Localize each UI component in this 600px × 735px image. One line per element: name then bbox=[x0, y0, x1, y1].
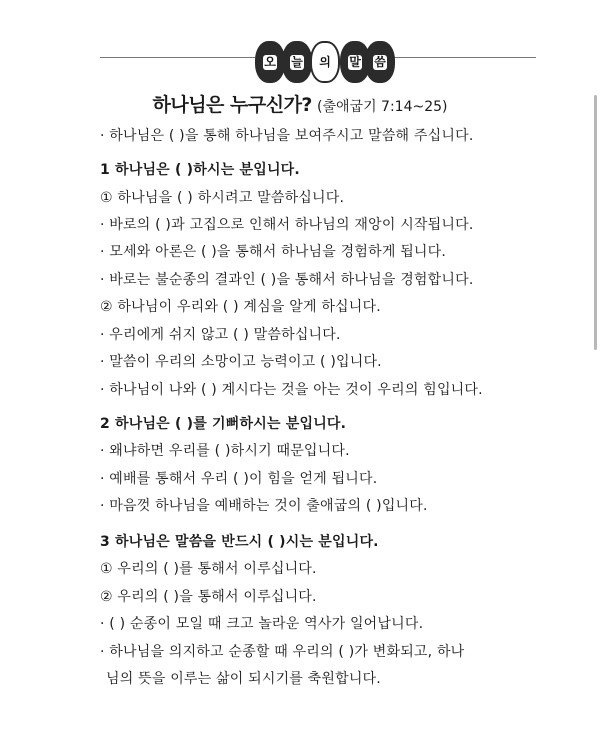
section-heading: 1 하나님은 ( )하시는 분입니다. bbox=[100, 162, 300, 178]
text-line: · 하나님을 의지하고 순종할 때 우리의 ( )가 변화되고, 하나 bbox=[100, 644, 465, 660]
banner-oval bbox=[255, 41, 285, 83]
text-line: · 하나님은 ( )을 통해 하나님을 보여주시고 말씀해 주십니다. bbox=[100, 128, 474, 144]
title-reference: (출애굽기 7:14~25) bbox=[317, 99, 448, 115]
banner-oval bbox=[282, 41, 312, 83]
banner-oval bbox=[310, 41, 340, 83]
text-line: · ( ) 순종이 모일 때 크고 놀라운 역사가 일어납니다. bbox=[100, 616, 424, 632]
title-main: 하나님은 누구신가? bbox=[152, 94, 312, 116]
text-line: · 하나님이 나와 ( ) 계시다는 것을 아는 것이 우리의 힘입니다. bbox=[100, 382, 483, 398]
text-line: · 왜냐하면 우리를 ( )하시기 때문입니다. bbox=[100, 443, 350, 459]
text-line: ② 우리의 ( )을 통해서 이루십니다. bbox=[100, 589, 317, 605]
banner-char: 말 bbox=[349, 54, 361, 69]
banner-char: 늘 bbox=[291, 54, 303, 69]
divider-line bbox=[100, 57, 255, 58]
text-line: · 모세와 아론은 ( )을 통해서 하나님을 경험하게 됩니다. bbox=[100, 244, 447, 260]
banner-char: 오 bbox=[264, 54, 276, 69]
scrollbar[interactable] bbox=[594, 95, 597, 350]
text-line: ① 하나님을 ( ) 하시려고 말씀하십니다. bbox=[100, 190, 345, 206]
text-line: · 바로의 ( )과 고집으로 인해서 하나님의 재앙이 시작됩니다. bbox=[100, 217, 474, 233]
section-heading: 3 하나님은 말씀을 반드시 ( )시는 분입니다. bbox=[100, 534, 379, 550]
text-line: 님의 뜻을 이루는 삶이 되시기를 축원합니다. bbox=[106, 671, 381, 687]
text-line: · 바로는 불순종의 결과인 ( )을 통해서 하나님을 경험합니다. bbox=[100, 272, 474, 288]
page-title bbox=[0, 90, 600, 117]
text-line: ① 우리의 ( )를 통해서 이루십니다. bbox=[100, 561, 317, 577]
text-line: ② 하나님이 우리와 ( ) 계심을 알게 하십니다. bbox=[100, 299, 381, 315]
text-line: · 말씀이 우리의 소망이고 능력이고 ( )입니다. bbox=[100, 354, 382, 370]
banner-char: 의 bbox=[319, 54, 331, 69]
text-line: · 우리에게 쉬지 않고 ( ) 말씀하십니다. bbox=[100, 327, 341, 343]
banner-char: 씀 bbox=[374, 54, 386, 69]
text-line: · 예배를 통해서 우리 ( )이 힘을 얻게 됩니다. bbox=[100, 471, 378, 487]
banner-oval bbox=[365, 41, 395, 83]
banner-ovals bbox=[255, 35, 395, 83]
section-heading: 2 하나님은 ( )를 기뻐하시는 분입니다. bbox=[100, 416, 347, 432]
text-line: · 마음껏 하나님을 예배하는 것이 출애굽의 ( )입니다. bbox=[100, 498, 428, 514]
header-banner bbox=[0, 0, 600, 90]
divider-line bbox=[392, 57, 536, 58]
